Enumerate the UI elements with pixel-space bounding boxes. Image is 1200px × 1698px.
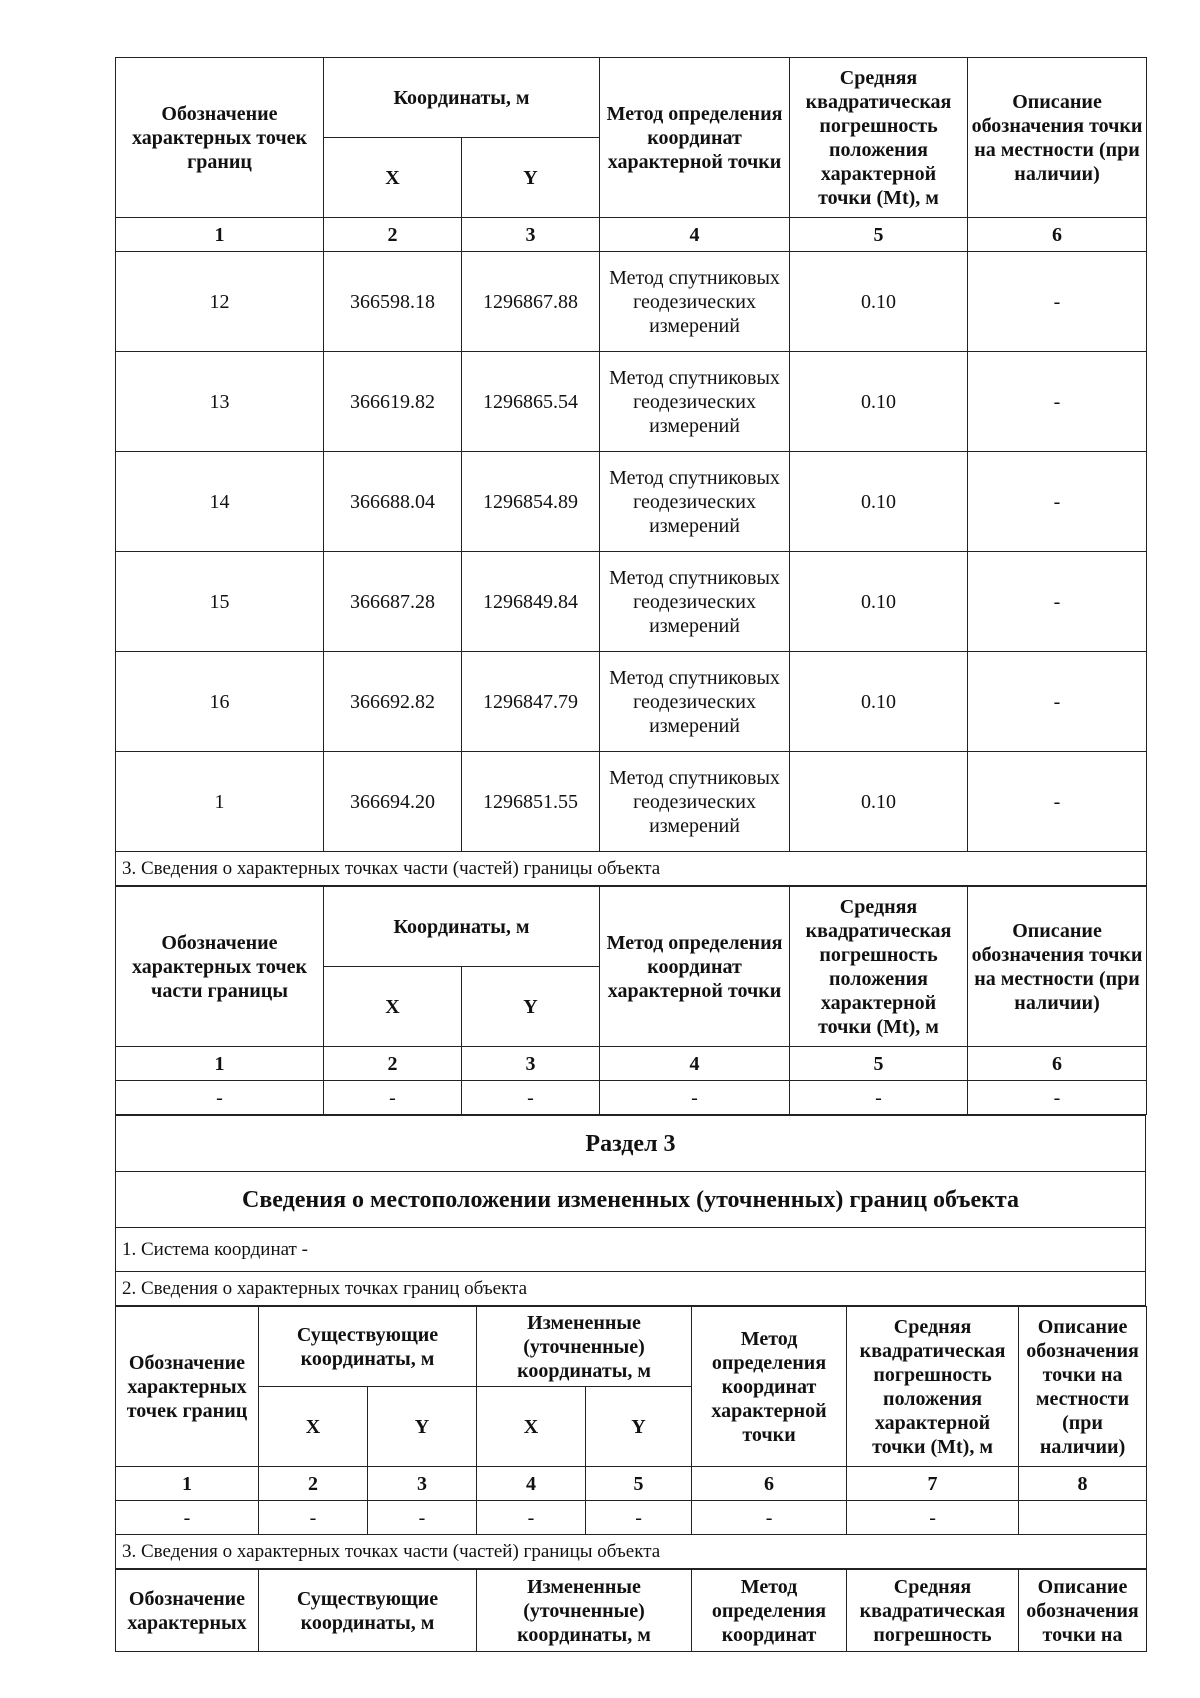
header-x: X: [259, 1387, 368, 1467]
header-changed-coordinates: Измененные (уточненные) координаты, м: [477, 1307, 692, 1387]
coord-x: 366688.04: [324, 452, 462, 552]
column-number: 3: [368, 1467, 477, 1501]
coord-x: 366692.82: [324, 652, 462, 752]
empty-cell: -: [586, 1501, 692, 1535]
table-row: [116, 1501, 1147, 1535]
header-x: X: [324, 138, 462, 218]
empty-cell: -: [477, 1501, 586, 1535]
empty-cell: -: [116, 1501, 259, 1535]
description-cell: -: [968, 552, 1147, 652]
column-number-row: [116, 1467, 1147, 1501]
table-row: [116, 252, 1147, 352]
header-description: Описание обозначения точки на местности (при наличии): [968, 58, 1147, 218]
header-designation: Обозначение характерных точек границ: [116, 58, 324, 218]
header-x: X: [477, 1387, 586, 1467]
coord-y: 1296867.88: [462, 252, 600, 352]
section-note: 3. Сведения о характерных точках части (частей) границы объекта: [116, 1535, 1147, 1569]
empty-cell: [1019, 1501, 1147, 1535]
method-cell: Метод спутниковых геодезических измерений: [600, 752, 790, 852]
part-boundary-points-table: [115, 886, 1147, 1115]
coord-x: 366694.20: [324, 752, 462, 852]
column-number: 3: [462, 218, 600, 252]
column-number: 3: [462, 1047, 600, 1081]
error-cell: 0.10: [790, 452, 968, 552]
header-method: Метод определения координат: [692, 1570, 847, 1652]
header-y: Y: [368, 1387, 477, 1467]
empty-cell: -: [116, 1081, 324, 1115]
coord-x: 366687.28: [324, 552, 462, 652]
column-number: 6: [968, 218, 1147, 252]
column-number: 4: [600, 218, 790, 252]
header-y: Y: [462, 138, 600, 218]
section-title: Раздел 3: [116, 1116, 1146, 1172]
description-cell: -: [968, 652, 1147, 752]
column-number: 2: [259, 1467, 368, 1501]
column-number-row: [116, 218, 1147, 252]
coord-y: 1296851.55: [462, 752, 600, 852]
point-number: 15: [116, 552, 324, 652]
header-coordinates: Координаты, м: [324, 58, 600, 138]
column-number: 8: [1019, 1467, 1147, 1501]
header-existing-coordinates: Существующие координаты, м: [259, 1307, 477, 1387]
column-number: 4: [600, 1047, 790, 1081]
point-number: 14: [116, 452, 324, 552]
coord-y: 1296847.79: [462, 652, 600, 752]
coord-y: 1296849.84: [462, 552, 600, 652]
table-row: [116, 652, 1147, 752]
coord-y: 1296865.54: [462, 352, 600, 452]
empty-cell: -: [368, 1501, 477, 1535]
point-number: 12: [116, 252, 324, 352]
column-number: 1: [116, 1467, 259, 1501]
empty-cell: -: [259, 1501, 368, 1535]
coordinate-system: 1. Система координат -: [116, 1228, 1146, 1272]
header-designation: Обозначение характерных точек части границы: [116, 887, 324, 1047]
header-method: Метод определения координат характерной точки: [600, 58, 790, 218]
column-number: 5: [790, 218, 968, 252]
table-row: [116, 1081, 1147, 1115]
header-error: Средняя квадратическая погрешность положения характерной точки (Mt), м: [790, 58, 968, 218]
empty-cell: -: [462, 1081, 600, 1115]
header-x: X: [324, 967, 462, 1047]
empty-cell: -: [847, 1501, 1019, 1535]
description-cell: -: [968, 452, 1147, 552]
method-cell: Метод спутниковых геодезических измерений: [600, 552, 790, 652]
empty-cell: -: [968, 1081, 1147, 1115]
header-designation: Обозначение характерных точек границ: [116, 1307, 259, 1467]
point-number: 16: [116, 652, 324, 752]
empty-cell: -: [790, 1081, 968, 1115]
point-number: 1: [116, 752, 324, 852]
section-subtitle: Сведения о местоположении измененных (уточненных) границ объекта: [116, 1172, 1146, 1228]
column-number: 5: [586, 1467, 692, 1501]
boundary-points-table: [115, 57, 1147, 886]
header-description: Описание обозначения точки на: [1019, 1570, 1147, 1652]
table-row: [116, 752, 1147, 852]
changed-part-boundary-table: [115, 1569, 1147, 1652]
column-number: 5: [790, 1047, 968, 1081]
header-y: Y: [462, 967, 600, 1047]
error-cell: 0.10: [790, 752, 968, 852]
error-cell: 0.10: [790, 652, 968, 752]
header-changed-coordinates: Измененные (уточненные) координаты, м: [477, 1570, 692, 1652]
empty-cell: -: [692, 1501, 847, 1535]
table-row: [116, 452, 1147, 552]
header-designation: Обозначение характерных: [116, 1570, 259, 1652]
section-note: 3. Сведения о характерных точках части (частей) границы объекта: [116, 852, 1147, 886]
description-cell: -: [968, 352, 1147, 452]
coord-x: 366598.18: [324, 252, 462, 352]
section-note: 2. Сведения о характерных точках границ объекта: [116, 1272, 1146, 1306]
method-cell: Метод спутниковых геодезических измерений: [600, 352, 790, 452]
header-method: Метод определения координат характерной точки: [600, 887, 790, 1047]
section-3-header: [115, 1115, 1146, 1306]
header-method: Метод определения координат характерной точки: [692, 1307, 847, 1467]
table-row: [116, 352, 1147, 452]
header-description: Описание обозначения точки на местности (при наличии): [1019, 1307, 1147, 1467]
error-cell: 0.10: [790, 352, 968, 452]
header-error: Средняя квадратическая погрешность положения характерной точки (Mt), м: [790, 887, 968, 1047]
column-number: 2: [324, 1047, 462, 1081]
header-coordinates: Координаты, м: [324, 887, 600, 967]
header-description: Описание обозначения точки на местности (при наличии): [968, 887, 1147, 1047]
table-row: [116, 552, 1147, 652]
document-page: [115, 57, 1146, 1652]
column-number: 1: [116, 1047, 324, 1081]
column-number: 2: [324, 218, 462, 252]
point-number: 13: [116, 352, 324, 452]
coord-y: 1296854.89: [462, 452, 600, 552]
column-number-row: [116, 1047, 1147, 1081]
empty-cell: -: [600, 1081, 790, 1115]
column-number: 4: [477, 1467, 586, 1501]
error-cell: 0.10: [790, 552, 968, 652]
error-cell: 0.10: [790, 252, 968, 352]
column-number: 6: [968, 1047, 1147, 1081]
method-cell: Метод спутниковых геодезических измерений: [600, 252, 790, 352]
header-error: Средняя квадратическая погрешность: [847, 1570, 1019, 1652]
header-error: Средняя квадратическая погрешность положения характерной точки (Mt), м: [847, 1307, 1019, 1467]
column-number: 6: [692, 1467, 847, 1501]
empty-cell: -: [324, 1081, 462, 1115]
header-y: Y: [586, 1387, 692, 1467]
column-number: 1: [116, 218, 324, 252]
description-cell: -: [968, 752, 1147, 852]
column-number: 7: [847, 1467, 1019, 1501]
description-cell: -: [968, 252, 1147, 352]
method-cell: Метод спутниковых геодезических измерений: [600, 452, 790, 552]
header-existing-coordinates: Существующие координаты, м: [259, 1570, 477, 1652]
method-cell: Метод спутниковых геодезических измерений: [600, 652, 790, 752]
changed-boundary-points-table: [115, 1306, 1147, 1569]
coord-x: 366619.82: [324, 352, 462, 452]
